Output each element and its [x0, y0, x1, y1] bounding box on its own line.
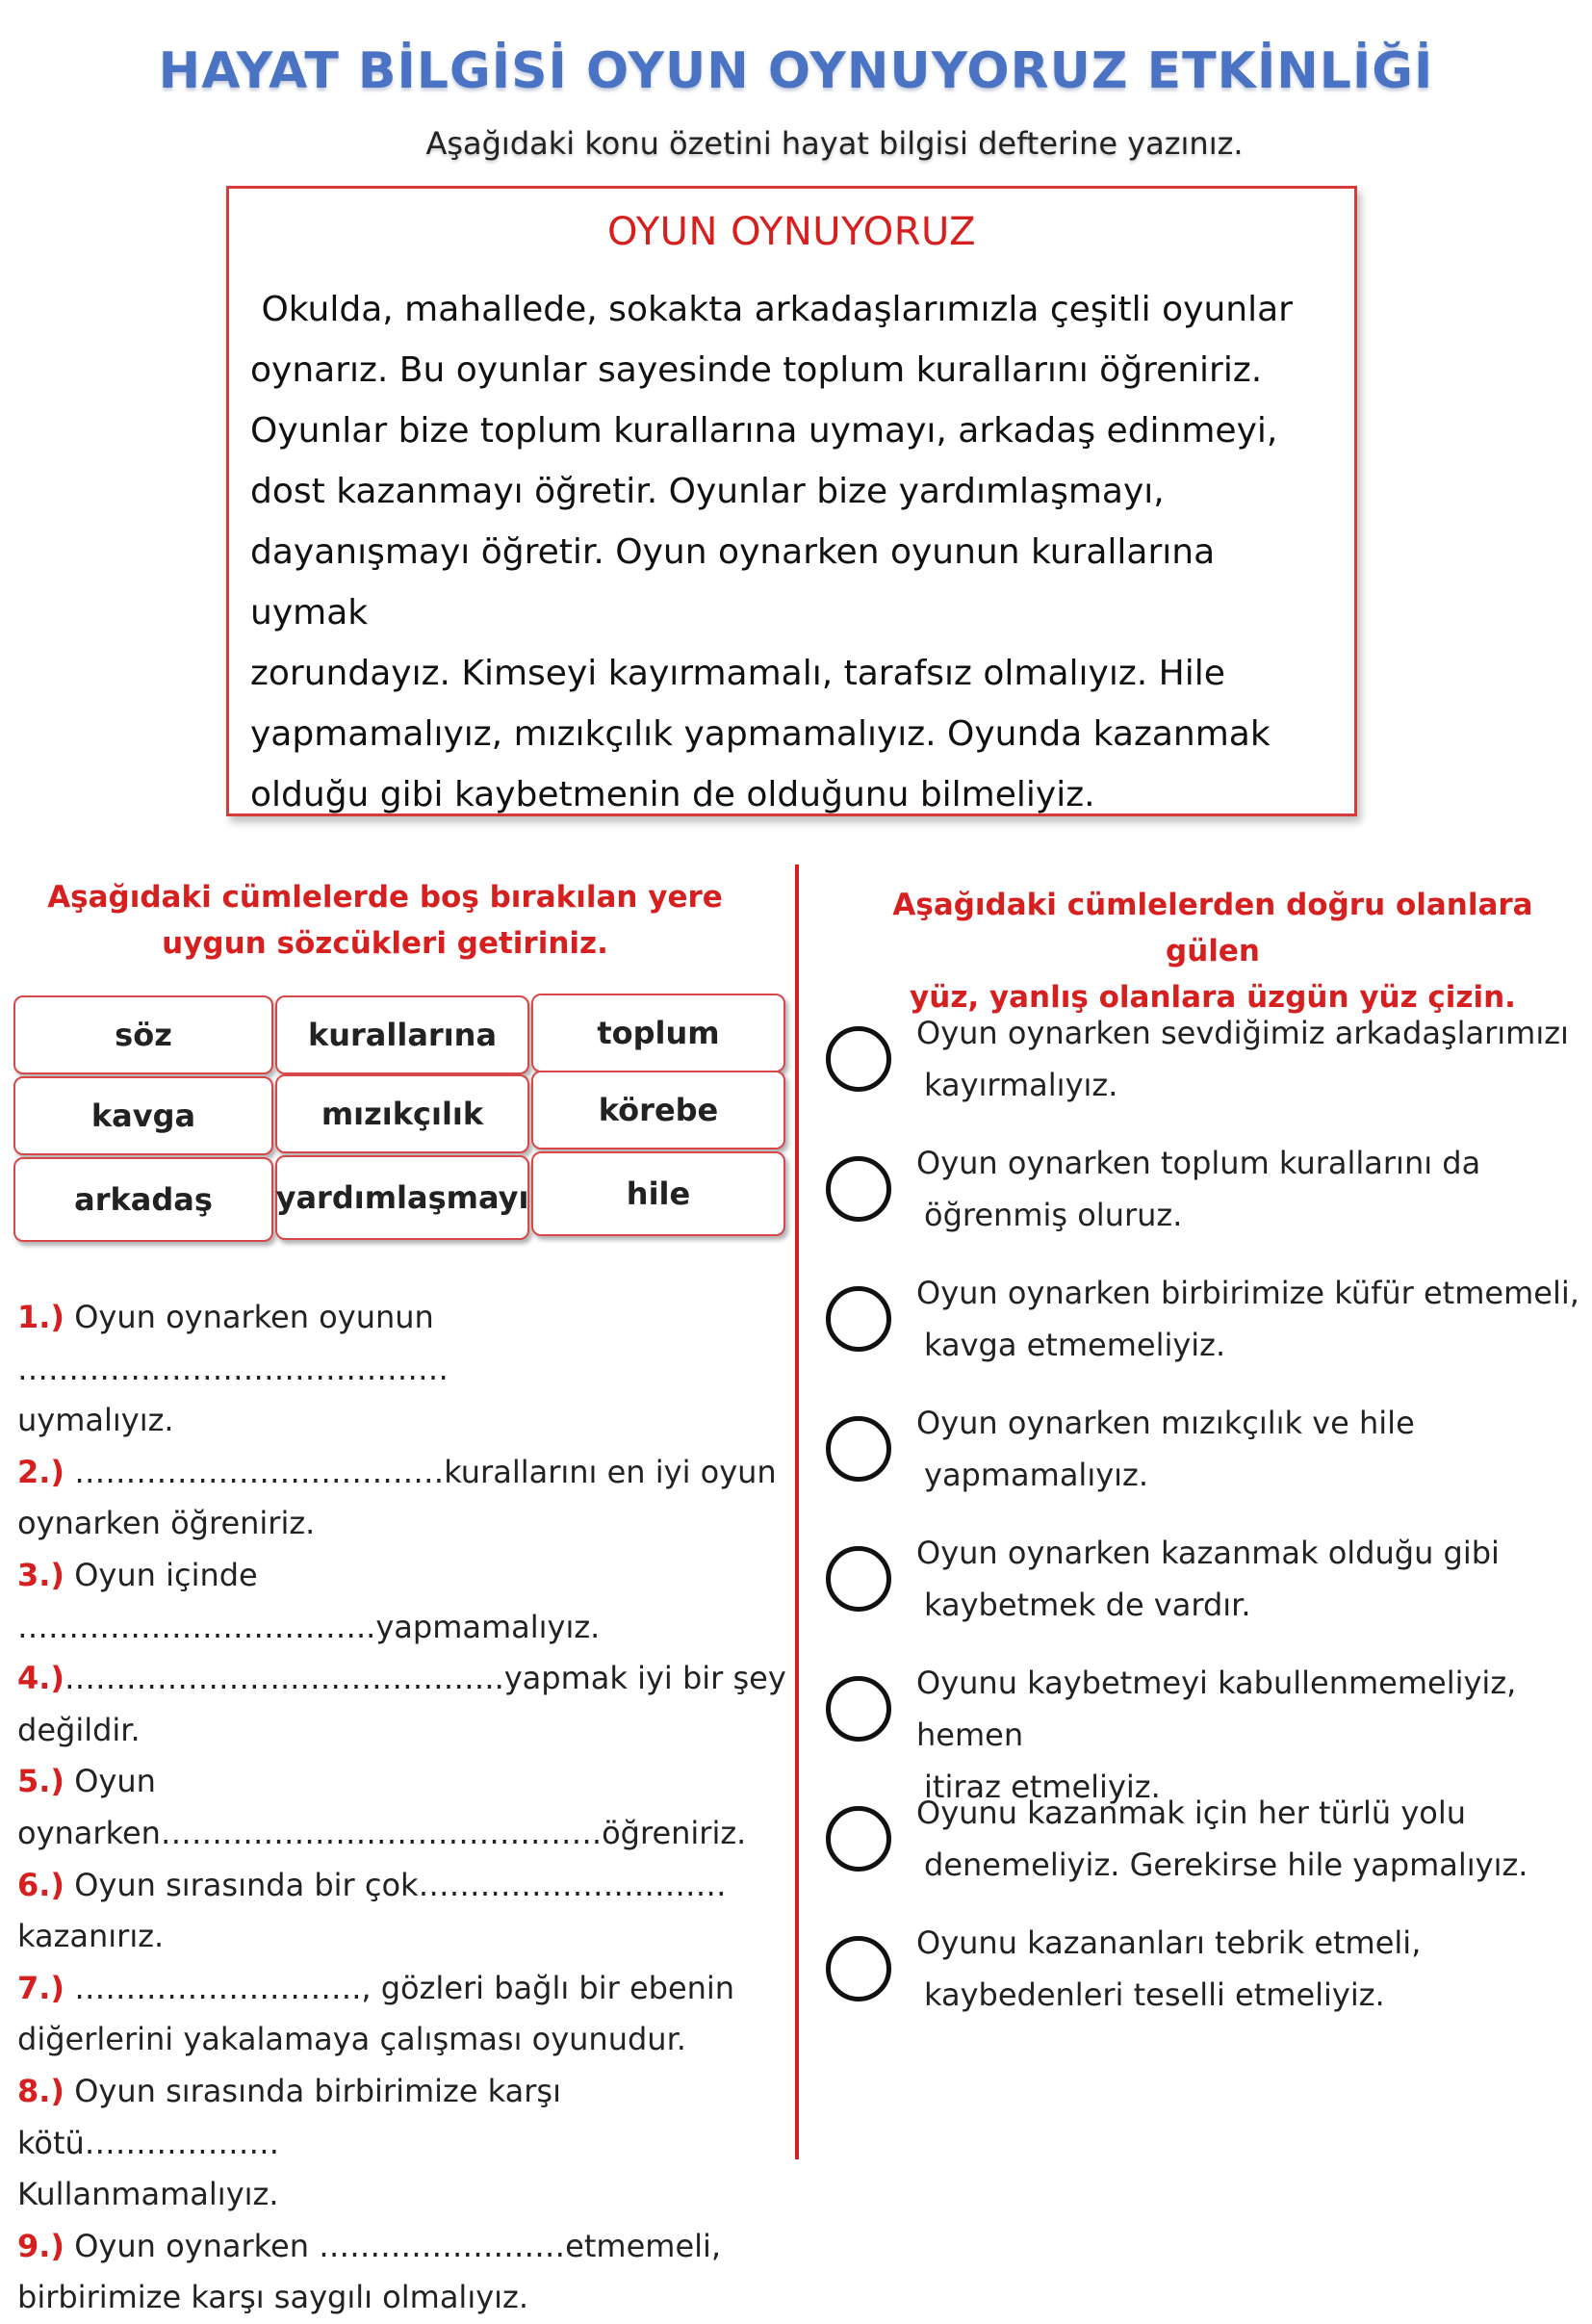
instruction-text: Aşağıdaki konu özetini hayat bilgisi defterine yazınız.	[425, 125, 1244, 162]
statement-item	[826, 1533, 1586, 1639]
statement-item	[826, 1793, 1586, 1898]
question-number: 1.)	[17, 1299, 65, 1335]
answer-circle[interactable]	[826, 1286, 891, 1352]
question-number: 7.)	[17, 1969, 65, 2006]
word-box: mızıkçılık	[275, 1074, 529, 1153]
answer-circle[interactable]	[826, 1676, 891, 1742]
statement-line: Oyun oynarken sevdiğimiz arkadaşlarımızı	[916, 1015, 1569, 1051]
summary-text	[250, 279, 1323, 825]
statement-text	[916, 1917, 1590, 2021]
question-continuation: birbirimize karşı saygılı olmalıyız.	[17, 2279, 528, 2316]
statement-item	[826, 1403, 1586, 1509]
statement-item	[826, 1923, 1586, 2028]
answer-circle[interactable]	[826, 1416, 891, 1482]
statement-text	[916, 1787, 1590, 1891]
word-box: arkadaş	[13, 1157, 273, 1242]
question-number: 3.)	[17, 1556, 65, 1593]
question-number: 5.)	[17, 1763, 65, 1800]
question-continuation: Kullanmamalıyız.	[17, 2176, 279, 2213]
statement-text	[916, 1397, 1590, 1501]
statement-line: kayırmalıyız.	[924, 1067, 1118, 1103]
statement-line: yapmamalıyız.	[924, 1457, 1148, 1493]
question-continuation: diğerlerini yakalamaya çalışması oyunudur.	[17, 2021, 686, 2058]
question-item	[17, 1963, 787, 2015]
question-text: ………………………., gözleri bağlı bir ebenin	[64, 1969, 735, 2006]
heading-line: Aşağıdaki cümlelerde boş bırakılan yere	[47, 880, 723, 915]
statement-text	[916, 1007, 1590, 1111]
statement-line: Oyun oynarken kazanmak olduğu gibi	[916, 1535, 1500, 1571]
word-box: hile	[531, 1151, 785, 1236]
statement-line: Oyun oynarken mızıkçılık ve hile	[916, 1405, 1415, 1441]
statement-line: Oyunu kazananları tebrik etmeli,	[916, 1924, 1422, 1961]
question-item	[17, 1550, 787, 1653]
question-item	[17, 1447, 787, 1499]
statement-text	[916, 1527, 1590, 1631]
answer-circle[interactable]	[826, 1936, 891, 2001]
heading-line: yüz, yanlış olanlara üzgün yüz çizin.	[910, 980, 1516, 1015]
summary-line: dayanışmayı öğretir. Oyun oynarken oyunun kurallarına uymak	[250, 532, 1216, 633]
question-number: 6.)	[17, 1866, 65, 1903]
statement-line: kavga etmemeliyiz.	[924, 1327, 1226, 1363]
statement-line: Oyun oynarken birbirimize küfür etmemeli,	[916, 1275, 1579, 1311]
summary-line: zorundayız. Kimseyi kayırmamalı, tarafsız olmalıyız. Hile	[250, 654, 1225, 693]
column-divider	[795, 865, 799, 2159]
statement-line: Oyunu kaybetmeyi kabullenmemeliyiz, hemen	[916, 1665, 1517, 1753]
question-item	[17, 1292, 787, 1395]
worksheet-title: HAYAT BİLGİSİ OYUN OYNUYORUZ ETKİNLİĞİ	[158, 42, 1434, 100]
true-false-heading	[847, 882, 1579, 1020]
heading-line: uygun sözcükleri getiriniz.	[162, 926, 608, 961]
fill-in-heading	[39, 874, 732, 967]
summary-title: OYUN OYNUYORUZ	[606, 210, 977, 254]
statement-item	[826, 1663, 1586, 1805]
statement-text	[916, 1267, 1590, 1371]
fill-in-questions	[17, 1292, 787, 2324]
statement-line: kaybetmek de vardır.	[924, 1587, 1251, 1623]
answer-circle[interactable]	[826, 1026, 891, 1092]
question-text: Oyun oynarken…………………………………….öğreniriz.	[17, 1763, 747, 1851]
question-item	[17, 1653, 787, 1756]
summary-line: yapmamalıyız, mızıkçılık yapmamalıyız. Oyunda kazanmak	[250, 714, 1271, 754]
word-box: körebe	[531, 1071, 785, 1149]
statement-item	[826, 1273, 1586, 1379]
question-number: 2.)	[17, 1453, 65, 1490]
question-text: Oyun oynarken oyunun ……………………………………	[17, 1299, 449, 1387]
statement-line: Oyun oynarken toplum kurallarını da	[916, 1145, 1481, 1181]
statement-item	[826, 1013, 1586, 1119]
question-item	[17, 2066, 787, 2169]
topic-summary-box	[226, 186, 1357, 816]
statement-line: Oyunu kazanmak için her türlü yolu	[916, 1795, 1467, 1831]
heading-line: Aşağıdaki cümlelerden doğru olanlara gülen	[892, 888, 1533, 968]
question-text: Oyun oynarken ……………………etmemeli,	[64, 2227, 722, 2264]
statement-line: kaybedenleri teselli etmeliyiz.	[924, 1976, 1385, 2013]
summary-line: Okulda, mahallede, sokakta arkadaşlarımızla çeşitli oyunlar	[250, 290, 1293, 329]
question-text: Oyun içinde ……………………………..yapmamalıyız.	[17, 1556, 601, 1645]
question-text: …………………..………………..yapmak iyi bir şey değildir.	[17, 1660, 786, 1748]
statement-line: öğrenmiş oluruz.	[924, 1197, 1183, 1233]
question-text: ………………………………kurallarını en iyi oyun	[64, 1453, 777, 1490]
word-box: kurallarına	[275, 995, 529, 1074]
question-item	[17, 2221, 787, 2273]
question-item	[17, 1860, 787, 1963]
question-number: 4.)	[17, 1660, 65, 1697]
statement-line: itiraz etmeliyiz.	[924, 1769, 1161, 1805]
summary-line: olduğu gibi kaybetmenin de olduğunu bilmeliyiz.	[250, 775, 1095, 814]
answer-circle[interactable]	[826, 1156, 891, 1222]
word-box: kavga	[13, 1076, 273, 1155]
summary-line: dost kazanmayı öğretir. Oyunlar bize yardımlaşmayı,	[250, 472, 1165, 511]
word-box: yardımlaşmayı	[275, 1155, 529, 1240]
statement-text	[916, 1137, 1590, 1241]
summary-line: oynarız. Bu oyunlar sayesinde toplum kurallarını öğreniriz.	[250, 350, 1263, 390]
question-number: 8.)	[17, 2072, 65, 2109]
question-text: Oyun sırasında birbirimize karşı kötü……………….	[17, 2072, 561, 2161]
question-continuation: uymalıyız.	[17, 1402, 174, 1439]
answer-circle[interactable]	[826, 1806, 891, 1872]
answer-circle[interactable]	[826, 1546, 891, 1612]
word-box: söz	[13, 995, 273, 1074]
word-bank	[13, 995, 785, 1242]
word-box: toplum	[531, 994, 785, 1072]
question-number: 9.)	[17, 2227, 65, 2264]
statement-line: denemeliyiz. Gerekirse hile yapmalıyız.	[924, 1846, 1528, 1883]
question-text: Oyun sırasında bir çok…………………………kazanırız.	[17, 1866, 727, 1955]
question-continuation: oynarken öğreniriz.	[17, 1505, 316, 1542]
question-item	[17, 1756, 787, 1859]
summary-line: Oyunlar bize toplum kurallarına uymayı, arkadaş edinmeyi,	[250, 411, 1278, 451]
statement-item	[826, 1143, 1586, 1249]
